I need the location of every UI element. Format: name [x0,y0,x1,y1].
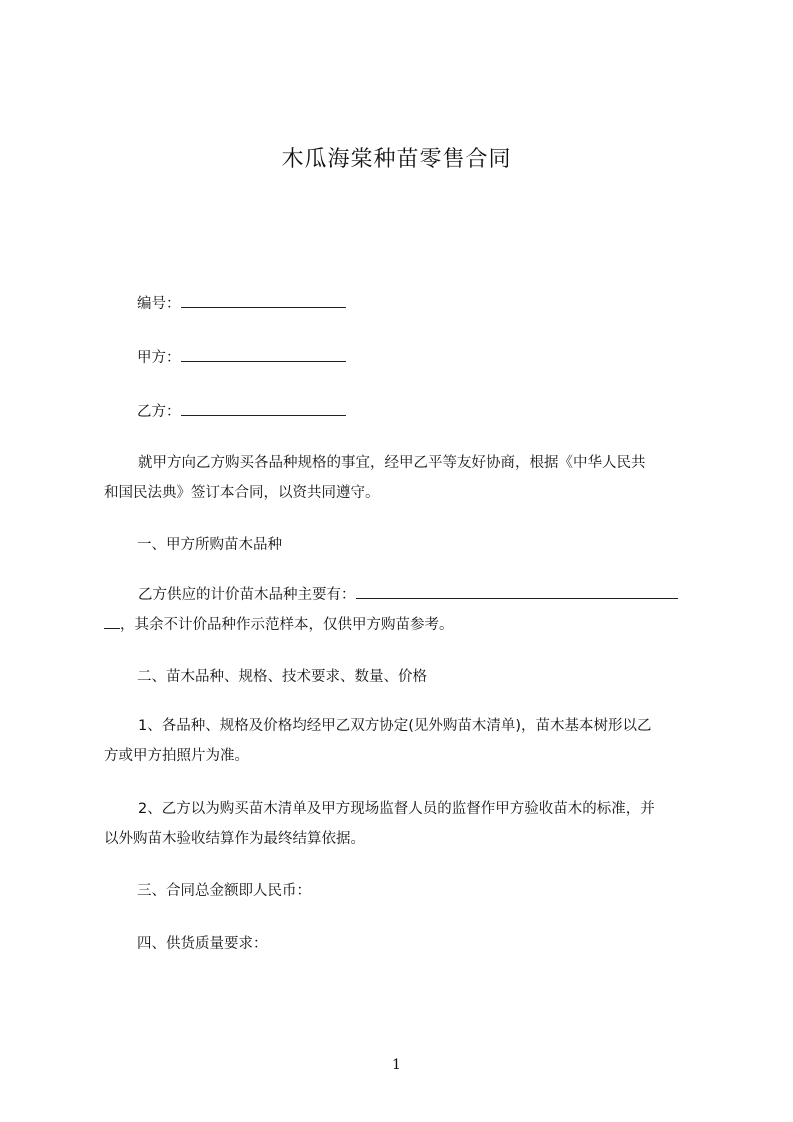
intro-line-1: 就甲方向乙方购买各品种规格的事宜，经甲乙平等友好协商，根据《中华人民共 [138,455,646,471]
party-a-blank[interactable] [181,347,346,362]
contract-number-label: 编号： [137,296,181,312]
section-4-heading: 四、供货质量要求： [137,936,268,952]
party-a-label: 甲方： [137,350,181,366]
section-1-line-1 [104,580,708,610]
section-1-label: 乙方供应的计价苗木品种主要有： [138,587,356,603]
varieties-blank[interactable] [356,584,678,599]
section-1-line-2 [104,617,454,633]
contract-number-blank[interactable] [181,293,346,308]
item-1-line-2: 方或甲方拍照片为准。 [104,748,249,764]
intro-line-2: 和国民法典》签订本合同，以资共同遵守。 [104,485,380,501]
item-1-line-1: 1、各品种、规格及价格均经甲乙双方协定(见外购苗木清单)，苗木基本树形以乙 [138,718,652,734]
page-number: 1 [392,1057,401,1073]
intro-paragraph [104,448,708,508]
party-b-blank[interactable] [181,401,346,416]
varieties-blank-cont[interactable] [104,614,120,629]
document-title: 木瓜海棠种苗零售合同 [281,147,512,172]
section-2-heading: 二、苗木品种、规格、技术要求、数量、价格 [137,669,427,685]
item-1-paragraph [104,711,708,771]
section-1-line-2-text: ，其余不计价品种作示范样本，仅供甲方购苗参考。 [120,617,454,633]
item-2-paragraph [104,794,708,854]
contract-number-field [137,292,346,313]
section-1-heading: 一、甲方所购苗木品种 [137,537,282,553]
party-b-label: 乙方： [137,404,181,420]
item-2-line-2: 以外购苗木验收结算作为最终结算依据。 [104,831,365,847]
section-3-heading: 三、合同总金额即人民币： [137,883,311,899]
party-b-field [137,400,346,421]
party-a-field [137,346,346,367]
item-2-line-1: 2、乙方以为购买苗木清单及甲方现场监督人员的监督作甲方验收苗木的标准，并 [138,801,655,817]
section-1-paragraph [104,580,708,640]
